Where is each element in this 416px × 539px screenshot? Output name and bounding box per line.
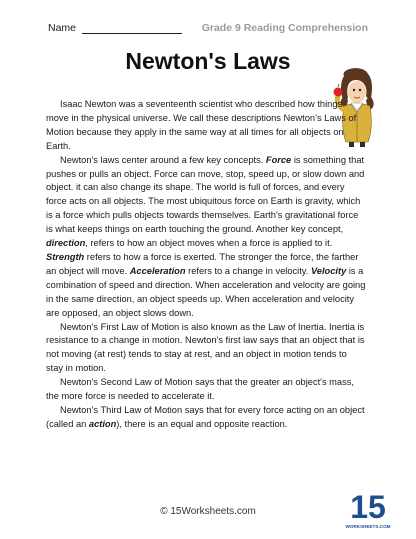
worksheet-header: [48, 22, 368, 38]
text-run: is a combination of speed and direction. When acceleration and velocity are going in the same direction, an object speeds up. When acceleration and velocity are opposed, an object slows down.: [46, 265, 366, 318]
text-run: , refers to how an object moves when a force is applied to it.: [85, 238, 333, 249]
paragraph-3: Newton’s First Law of Motion is also known as the Law of Inertia. Inertia is resistance to a change in motion. Newton's first law says that an object that is not moving (at rest) tends to stay at rest, and an object in motion tends to stay in motion.: [46, 321, 365, 374]
text-run: Newton's laws center around a few key concepts.: [60, 154, 266, 165]
paragraph-2: [46, 154, 366, 321]
text-run: Newton’s Third Law of Motion says that for every force acting on an object (called an: [46, 404, 365, 429]
key-term: Acceleration: [129, 265, 186, 276]
name-line[interactable]: [82, 33, 182, 34]
text-run: refers to how a force is exerted. The stronger the force, the farther an object will move.: [46, 251, 359, 276]
paragraph-4: Newton's Second Law of Motion says that the greater an object's mass, the more force is needed to accelerate it.: [46, 377, 354, 402]
key-term: Strength: [46, 251, 85, 262]
text-run: is something that pushes or pulls an object. Force can move, stop, speed up, or slow down and object. it can also change its shape. The world is full of forces, and every force acts on all objects. The most ubiquitous force on Earth is gravity, which is a force which pulls objects towards themselves. Earth's gravitational force is what keeps things on earth touching the ground. Another key concept,: [46, 154, 365, 235]
reading-passage: [46, 98, 366, 432]
key-term: direction: [46, 238, 86, 249]
logo-number: 15: [350, 489, 386, 525]
logo-text: WORKSHEETS.COM: [345, 524, 391, 529]
15worksheets-logo-icon: [345, 488, 391, 532]
copyright-footer: © 15Worksheets.com: [160, 506, 256, 517]
key-term: Velocity: [310, 265, 347, 276]
paragraph-1: Isaac Newton was a seventeenth scientist who described how things move in the physical universe. We call these descriptions Newton’s Laws of Motion because they apply in the same way at all times for all objects on Earth.: [46, 99, 357, 151]
text-run: refers to a change in velocity.: [185, 265, 311, 276]
grade-label: Grade 9 Reading Comprehension: [201, 22, 368, 34]
text-run: ), there is an equal and opposite reaction.: [116, 418, 288, 429]
page-title: Newton's Laws: [125, 48, 291, 74]
key-term: action: [88, 418, 117, 429]
key-term: Force: [265, 154, 292, 165]
name-label: Name: [48, 22, 77, 34]
paragraph-5: [46, 404, 366, 432]
